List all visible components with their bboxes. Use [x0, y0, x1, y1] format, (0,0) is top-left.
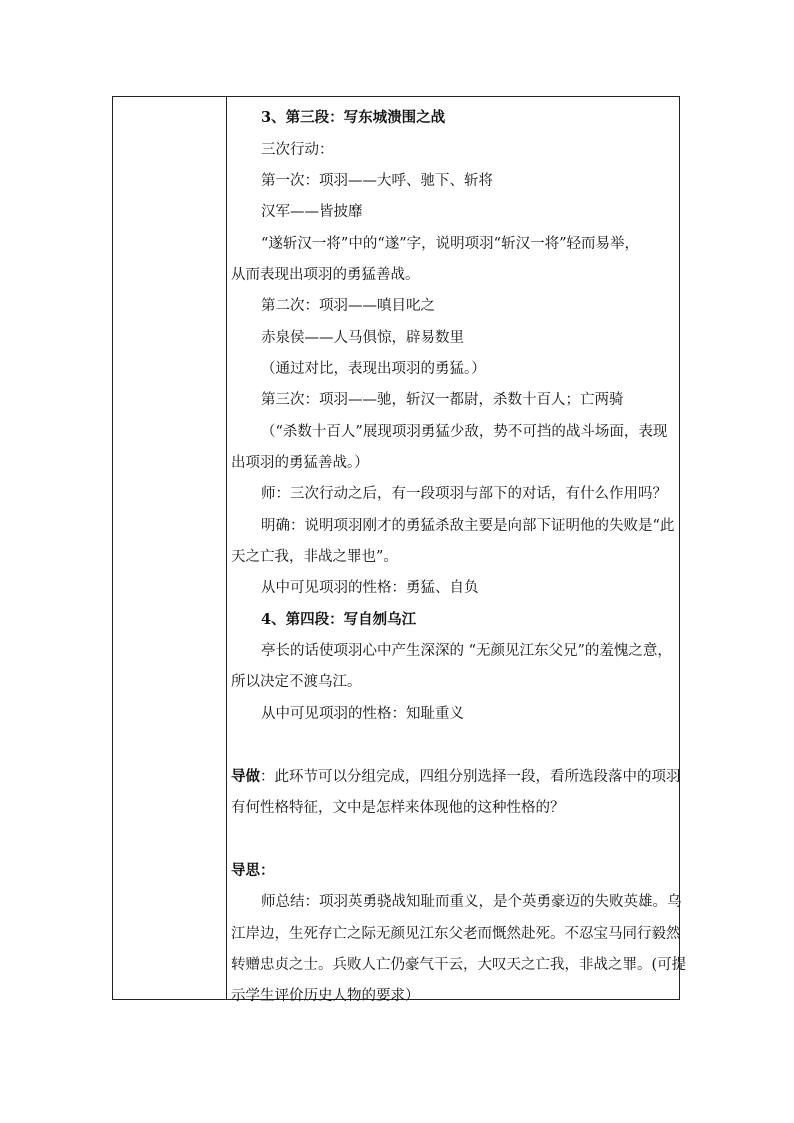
- guide-do-text-1: ：此环节可以分组完成，四组分别选择一段，看所选段落中的项羽: [260, 769, 681, 785]
- first-action-analysis-1: “遂斩汉一将”中的“遂”字，说明项羽“斩汉一将”轻而易举，: [261, 236, 639, 252]
- trait-line-1: 从中可见项羽的性格：勇猛、自负: [261, 580, 479, 596]
- summary-line-4: 示学生评价历史人物的要求）: [231, 988, 420, 1004]
- summary-line-1: 师总结：项羽英勇骁战知耻而重义，是个英勇豪迈的失败英雄。乌: [261, 894, 682, 910]
- column-divider: [226, 97, 227, 999]
- summary-line-3: 转赠忠贞之士。兵败人亡仍豪气干云，大叹天之亡我，非战之罪。(可提: [231, 957, 687, 973]
- three-actions-label: 三次行动：: [261, 142, 334, 158]
- section-4-heading: 4、第四段：写自刎乌江: [261, 611, 417, 628]
- guide-do-label: 导做: [231, 768, 260, 785]
- second-action-line: 第二次：项羽——嗔目叱之: [261, 298, 435, 314]
- third-action-analysis-2: 出项羽的勇猛善战。）: [231, 455, 369, 471]
- section-4-para-1: 亭长的话使项羽心中产生深深的 “无颜见江东父兄”的羞愧之意，: [261, 643, 672, 659]
- guide-think-label: 导思：: [231, 862, 275, 879]
- guide-do-line-1: [231, 767, 681, 787]
- second-action-chiquan-line: 赤泉侯——人马俱惊，辟易数里: [261, 330, 464, 346]
- third-action-line: 第三次：项羽——驰，斩汉一都尉，杀数十百人；亡两骑: [261, 392, 624, 408]
- trait-line-2: 从中可见项羽的性格：知耻重义: [261, 706, 464, 722]
- guide-do-line-2: 有何性格特征，文中是怎样来体现他的这种性格的？: [231, 800, 565, 816]
- first-action-han-line: 汉军——皆披靡: [261, 204, 363, 220]
- section-4-para-2: 所以决定不渡乌江。: [231, 674, 362, 690]
- summary-line-2: 江岸边，生死存亡之际无颜见江东父老而慨然赴死。不忍宝马同行毅然: [231, 926, 681, 942]
- first-action-analysis-2: 从而表现出项羽的勇猛善战。: [231, 267, 420, 283]
- clarify-line-2: 天之亡我，非战之罪也”。: [231, 549, 398, 565]
- third-action-analysis-1: （“杀数十百人”展现项羽勇猛少敌，势不可挡的战斗场面，表现: [261, 424, 668, 440]
- teacher-question: 师：三次行动之后，有一段项羽与部下的对话，有什么作用吗？: [261, 486, 667, 502]
- section-3-heading: 3、第三段：写东城溃围之战: [261, 109, 446, 126]
- first-action-line: 第一次：项羽——大呼、驰下、斩将: [261, 173, 493, 189]
- second-action-analysis: （通过对比，表现出项羽的勇猛。）: [261, 361, 486, 377]
- clarify-line-1: 明确：说明项羽刚才的勇猛杀敌主要是向部下证明他的失败是“此: [261, 518, 675, 534]
- left-column-cell: [113, 97, 226, 999]
- lesson-table: [112, 96, 687, 1004]
